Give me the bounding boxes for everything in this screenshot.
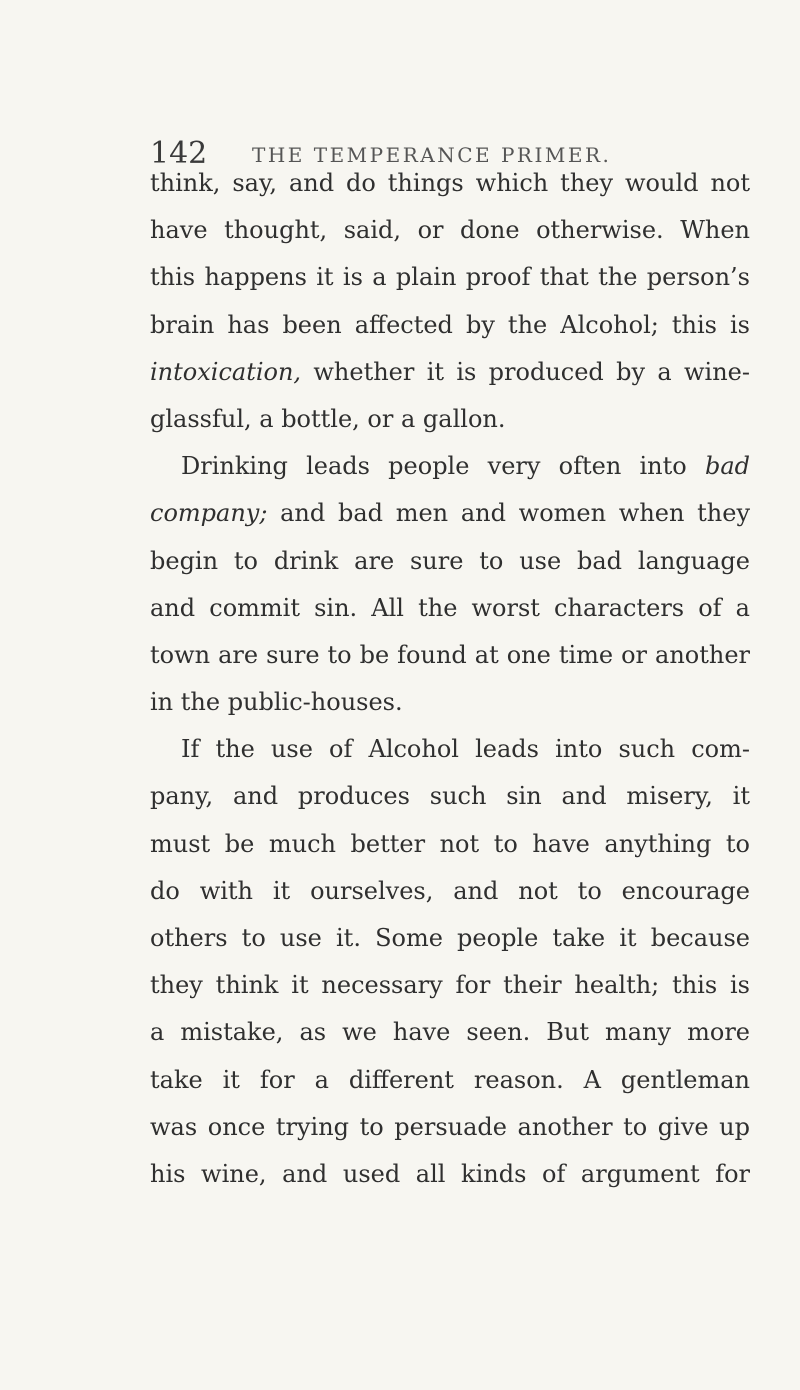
text-line: a mistake, as we have seen. But many more: [150, 1018, 750, 1047]
paragraph-first-line: If the use of Alcohol leads into such com-: [181, 735, 750, 764]
page-number: 142: [150, 136, 208, 171]
body-text: [150, 160, 750, 1198]
emphasized-term: bad: [704, 452, 750, 481]
text-line: his wine, and used all kinds of argument for: [150, 1159, 750, 1188]
text-segment: Drinking leads people very often into: [181, 452, 705, 481]
text-line: [150, 349, 750, 396]
text-line: brain has been affected by the Alcohol; this is: [150, 310, 750, 339]
text-line: town are sure to be found at one time or another: [150, 640, 750, 669]
emphasized-term: intoxication,: [150, 357, 302, 386]
text-line: have thought, said, or done otherwise. When: [150, 216, 750, 245]
text-line: and commit sin. All the worst characters of a: [150, 593, 750, 622]
text-line: do with it ourselves, and not to encourage: [150, 876, 750, 905]
running-head: THE TEMPERANCE PRIMER.: [252, 143, 612, 167]
text-line: [150, 490, 750, 537]
text-line: begin to drink are sure to use bad language: [150, 546, 750, 575]
paragraph-first-line: [150, 443, 750, 490]
text-line: must be much better not to have anything to: [150, 829, 750, 858]
text-line: was once trying to persuade another to give up: [150, 1112, 750, 1141]
text-segment: and bad men and women when they: [267, 499, 750, 528]
text-line: they think it necessary for their health; this is: [150, 971, 750, 1000]
text-segment: whether it is produced by a wine-: [301, 357, 750, 386]
text-line: others to use it. Some people take it because: [150, 924, 750, 952]
text-line: this happens it is a plain proof that the person’s: [150, 263, 750, 292]
text-line: in the public-houses.: [150, 688, 403, 717]
text-line: pany, and produces such sin and misery, it: [150, 782, 750, 811]
emphasized-term: company;: [150, 499, 268, 528]
text-line: think, say, and do things which they would not: [150, 169, 750, 197]
text-line: glassful, a bottle, or a gallon.: [150, 404, 506, 433]
text-line: take it for a different reason. A gentleman: [150, 1065, 750, 1094]
